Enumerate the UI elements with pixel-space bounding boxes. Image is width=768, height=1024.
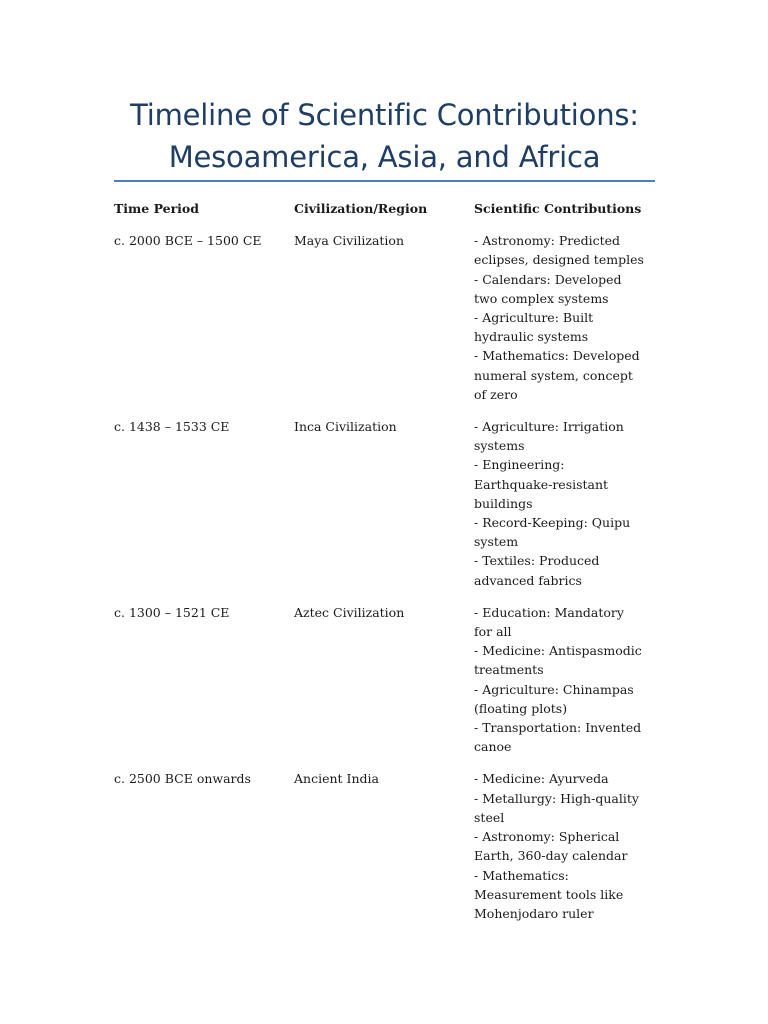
table-row <box>114 417 655 590</box>
contribution-item: - Agriculture: Chinampas (floating plots) <box>474 681 634 716</box>
contribution-item: - Transportation: Invented canoe <box>474 720 642 755</box>
cell-civilization: Inca Civilization <box>294 419 397 435</box>
contribution-item: - Mathematics: Measurement tools like Mohenjodaro ruler <box>474 867 624 921</box>
cell-civilization: Maya Civilization <box>294 233 404 249</box>
contribution-item: - Medicine: Ayurveda <box>474 771 609 787</box>
contribution-item: - Metallurgy: High-quality steel <box>474 790 639 825</box>
table-header-row <box>114 199 655 218</box>
contribution-item: - Record-Keeping: Quipu system <box>474 515 631 550</box>
cell-time-period: c. 2000 BCE – 1500 CE <box>114 233 262 249</box>
contribution-item: - Education: Mandatory for all <box>474 604 624 640</box>
cell-time-period: c. 1300 – 1521 CE <box>114 604 230 620</box>
table-row <box>114 603 655 757</box>
timeline-table <box>114 199 655 936</box>
contribution-item: - Mathematics: Developed numeral system, concept of zero <box>474 348 640 402</box>
header-civilization: Civilization/Region <box>294 201 428 216</box>
document-title <box>114 94 655 178</box>
cell-time-period: c. 1438 – 1533 CE <box>114 419 230 435</box>
contribution-item: - Calendars: Developed two complex systems <box>474 271 622 306</box>
contribution-item: - Agriculture: Irrigation systems <box>474 419 624 454</box>
contribution-item: - Astronomy: Spherical Earth, 360-day calendar <box>474 829 628 864</box>
cell-civilization: Ancient India <box>294 771 379 787</box>
contribution-item: - Agriculture: Built hydraulic systems <box>474 310 594 345</box>
title-line-2: Mesoamerica, Asia, and Africa <box>168 140 601 174</box>
cell-contributions <box>474 769 644 923</box>
cell-contributions <box>474 417 644 590</box>
cell-contributions <box>474 231 644 404</box>
cell-civilization: Aztec Civilization <box>294 604 405 620</box>
table-row <box>114 769 655 923</box>
header-contributions: Scientific Contributions <box>474 201 642 216</box>
contribution-item: - Astronomy: Predicted eclipses, designed temples <box>474 233 644 268</box>
contribution-item: - Textiles: Produced advanced fabrics <box>474 553 600 588</box>
header-time-period: Time Period <box>114 201 200 216</box>
contribution-item: - Engineering: Earthquake-resistant buildings <box>474 457 609 511</box>
cell-time-period: c. 2500 BCE onwards <box>114 771 251 787</box>
cell-contributions <box>474 603 644 757</box>
title-underline <box>114 180 655 182</box>
contribution-item: - Medicine: Antispasmodic treatments <box>474 643 642 678</box>
title-line-1: Timeline of Scientific Contributions: <box>130 98 639 132</box>
table-row <box>114 231 655 404</box>
